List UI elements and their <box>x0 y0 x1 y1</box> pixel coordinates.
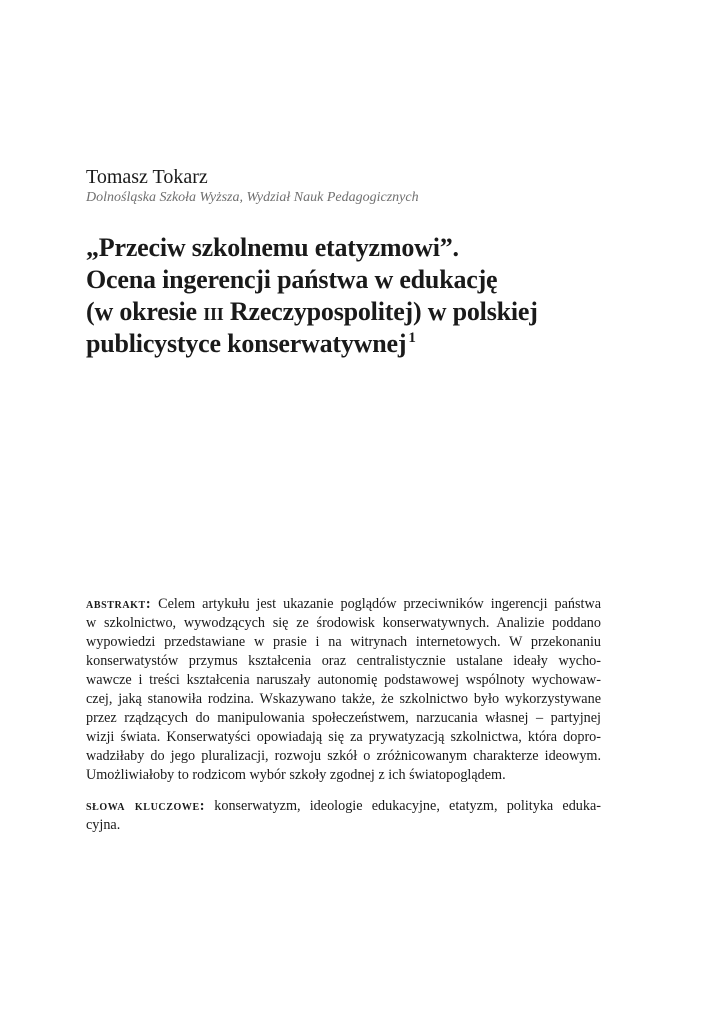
author-affiliation: Dolnośląska Szkoła Wyższa, Wydział Nauk Pedagogicznych <box>86 190 419 205</box>
title-line-2: Ocena ingerencji państwa w edukację <box>86 265 498 294</box>
title-line-3 <box>86 296 646 328</box>
abstract-line: wypowiedzi przedstawiane w prasie i na witrynach internetowych. W przekonaniu <box>86 634 601 650</box>
title-line-4 <box>86 328 646 360</box>
keywords <box>86 797 601 835</box>
keywords-text: konserwatyzm, ideologie edukacyjne, etatyzm, polityka eduka- <box>205 798 601 814</box>
abstract <box>86 595 601 785</box>
keywords-line: cyjna. <box>86 817 121 833</box>
title-roman-numeral: iii <box>203 297 224 326</box>
title-line-1: „Przeciw szkolnemu etatyzmowi”. <box>86 233 459 262</box>
abstract-line: Umożliwiałoby to rodzicom wybór szkoły zgodnej z ich światopoglądem. <box>86 767 506 783</box>
footnote-marker[interactable]: 1 <box>408 330 416 346</box>
abstract-line: wawcze i treści kształcenia naruszały autonomię podstawowej wspólnoty wychowaw- <box>86 672 601 688</box>
keywords-label: słowa kluczowe: <box>86 798 206 814</box>
abstract-line: wadziłaby do jego pluralizacji, rozwoju szkół o zróżnicowanym charakterze ideowym. <box>86 748 601 764</box>
abstract-label: abstrakt: <box>86 596 152 612</box>
title-line-3-start: (w okresie <box>86 297 204 326</box>
abstract-line-text: Celem artykułu jest ukazanie poglądów przeciwników ingerencji państwa <box>151 596 601 612</box>
title-line-4-text: publicystyce konserwatywnej <box>86 329 407 358</box>
abstract-line: konserwatystów przymus kształcenia oraz centralistycznie ustalane ideały wycho- <box>86 653 601 669</box>
abstract-line: przez rządzących do manipulowania społeczeństwem, narzucania własnej – partyjnej <box>86 710 601 726</box>
author-name: Tomasz Tokarz <box>86 166 208 188</box>
abstract-line: wizji świata. Konserwatyści opowiadają się za prywatyzacją szkolnictwa, która dopro- <box>86 729 601 745</box>
title-line-3-end: Rzeczypospolitej) w polskiej <box>223 297 538 326</box>
abstract-line <box>86 595 601 614</box>
abstract-line: czej, jaką stanowiła rodzina. Wskazywano także, że szkolnictwo było wykorzystywane <box>86 691 601 707</box>
keywords-line <box>86 797 601 816</box>
abstract-line: w szkolnictwo, wywodzących się ze środowisk konserwatywnych. Analizie poddano <box>86 615 601 631</box>
article-title <box>86 232 646 360</box>
